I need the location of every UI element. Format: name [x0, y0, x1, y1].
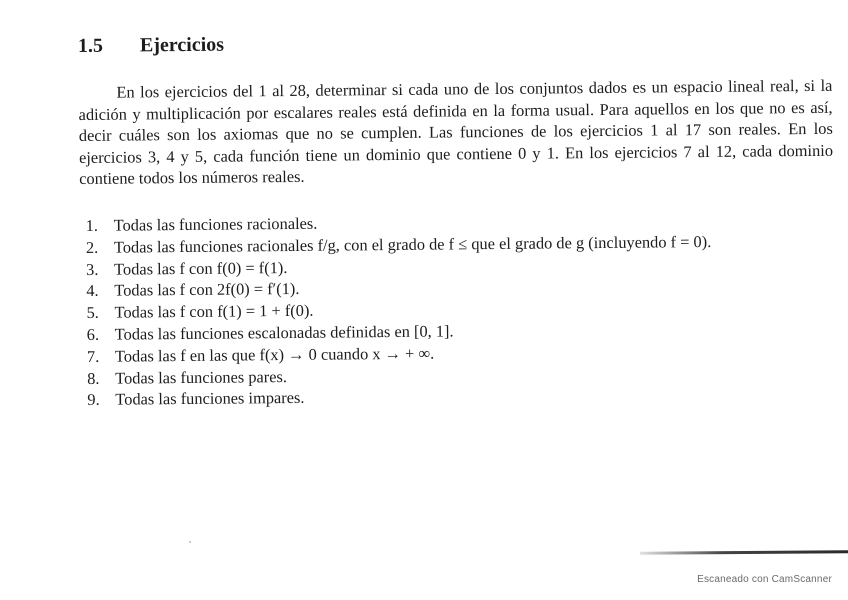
exercise-list — [80, 208, 836, 411]
exercise-number: 9. — [87, 390, 100, 410]
exercise-text: Todas las f en las que f(x) → 0 cuando x → + ∞. — [114, 343, 435, 366]
scanner-watermark: Escaneado con CamScanner — [697, 574, 832, 585]
exercise-number: 8. — [87, 368, 100, 388]
section-number: 1.5 — [77, 34, 104, 58]
exercise-text: Todas las funciones pares. — [115, 366, 288, 388]
exercise-number: 7. — [86, 346, 100, 366]
exercise-text: Todas las funciones impares. — [115, 388, 305, 410]
exercise-text: Todas las funciones escalonadas definidas en [0, 1]. — [114, 321, 454, 344]
exercise-text: Todas las funciones racionales. — [113, 213, 318, 235]
exercise-text: Todas las funciones racionales f/g, con el grado de f ≤ que el grado de g (incluyendo f = 0). — [113, 231, 712, 257]
exercise-text: Todas las f con f(1) = 1 + f(0). — [114, 300, 314, 322]
exercise-number: 5. — [86, 303, 99, 323]
exercise-number: 6. — [86, 324, 100, 344]
exercise-number: 3. — [86, 259, 99, 279]
exercise-text: Todas las f con 2f(0) = f′(1). — [114, 279, 300, 301]
intro-paragraph: En los ejercicios del 1 al 28, determinar si cada uno de los conjuntos dados es un espacio lineal real, si la adición y multiplicación por escalares reales está definida en la forma usual. Para aquellos en los que no es así, decir cuáles son los axiomas que no se cumplen. Las funciones de los ejercicios 1 al 17 son reales. En los ejercicios 3, 4 y 5, cada función tiene un dominio que contiene 0 y 1. En los ejercicios 7 al 12, cada dominio contiene todos los números reales. — [78, 75, 834, 189]
exercise-number: 4. — [86, 281, 99, 301]
exercise-number: 1. — [85, 215, 99, 235]
exercise-text: Todas las f con f(0) = f(1). — [114, 257, 288, 279]
exercise-number: 2. — [85, 237, 99, 257]
section-heading — [78, 34, 224, 58]
scan-speck — [189, 541, 191, 543]
section-title: Ejercicios — [139, 33, 225, 57]
